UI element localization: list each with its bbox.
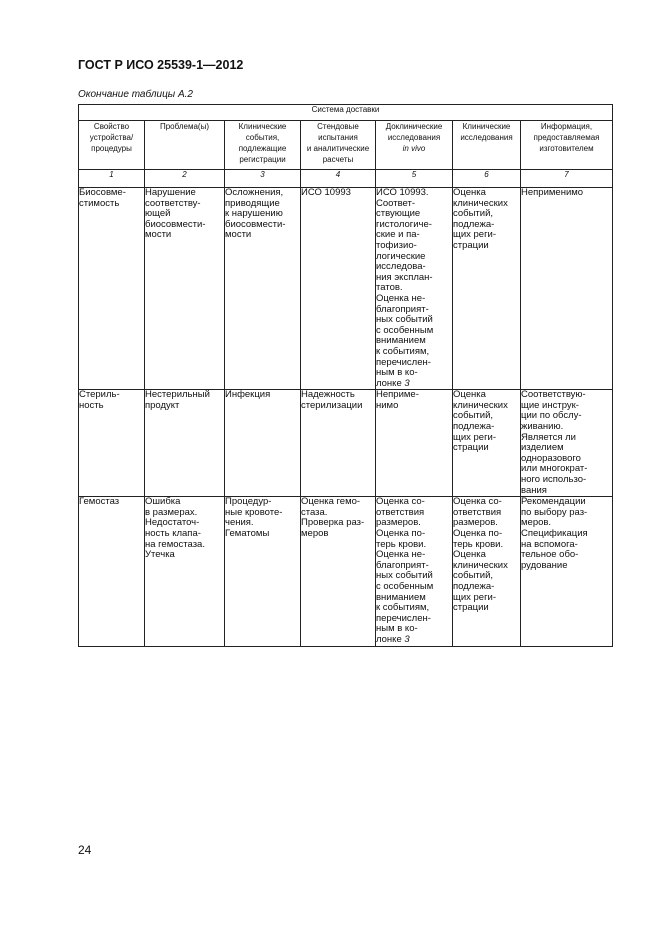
column-header-clinical-events: Клинические события, подлежащие регистрации (225, 121, 301, 170)
group-header-delivery-system: Система доставки (79, 105, 613, 121)
table-row-sterility (79, 390, 613, 497)
table-caption: Окончание таблицы А.2 (78, 89, 193, 100)
page-number: 24 (78, 843, 92, 857)
table-cell: ИСО 10993 (301, 188, 376, 390)
column-number: 1 (79, 170, 145, 188)
column-number: 5 (376, 170, 453, 188)
table-cell: Рекомендации по выбору раз- меров. Спецификация на вспомога- тельное обо- рудование (521, 497, 613, 647)
column-header-preclinical: Доклинические исследования in vivo (376, 121, 453, 170)
table-row-biocompatibility (79, 188, 613, 390)
table-cell: Надежность стерилизации (301, 390, 376, 497)
column-header-property: Свойство устройства/ процедуры (79, 121, 145, 170)
column-number: 4 (301, 170, 376, 188)
column-number: 3 (225, 170, 301, 188)
column-number: 2 (145, 170, 225, 188)
table-cell: Нарушение соответству- ющей биосовмести- мости (145, 188, 225, 390)
table-cell: Ошибка в размерах. Недостаточ- ность клапа- на гемостаза. Утечка (145, 497, 225, 647)
table-cell: Инфекция (225, 390, 301, 497)
table-cell: Оценка клинических событий, подлежа- щих реги- страции (453, 390, 521, 497)
table-cell: Стериль- ность (79, 390, 145, 497)
column-number: 7 (521, 170, 613, 188)
table-cell: Неприменимо (521, 188, 613, 390)
table-row-hemostasis (79, 497, 613, 647)
table-cell: Биосовме- стимость (79, 188, 145, 390)
in-vivo-label: in vivo (402, 144, 426, 153)
table-cell: Оценка клинических событий, подлежа- щих реги- страции (453, 188, 521, 390)
table-cell: Процедур- ные кровоте- чения. Гематомы (225, 497, 301, 647)
table-cell: Гемостаз (79, 497, 145, 647)
table-cell: Соответствую- щие инструк- ции по обслу- живанию. Является ли изделием одноразового или многократ- ного использо- вания (521, 390, 613, 497)
table-cell: Неприме- нимо (376, 390, 453, 497)
table-cell: Оценка со- ответствия размеров. Оценка по- терь крови. Оценка клинических событий, подлежа- щих реги- страции (453, 497, 521, 647)
table-cell: Нестерильный продукт (145, 390, 225, 497)
data-table (78, 104, 613, 647)
column-header-bench-tests: Стендовые испытания и аналитические расчеты (301, 121, 376, 170)
table-cell: Оценка со- ответствия размеров. Оценка по- терь крови. Оценка не- благоприят- ных событий с особенным вниманием к событиям, перечислен- ным в ко- лонке 3 (376, 497, 453, 647)
column-header-problems: Проблема(ы) (145, 121, 225, 170)
document-header: ГОСТ Р ИСО 25539-1—2012 (78, 58, 244, 72)
table-cell: Осложнения, приводящие к нарушению биосовмести- мости (225, 188, 301, 390)
column-header-manufacturer-info: Информация, предоставляемая изготовителем (521, 121, 613, 170)
column-number: 6 (453, 170, 521, 188)
table-cell: Оценка гемо- стаза. Проверка раз- меров (301, 497, 376, 647)
column-header-clinical-studies: Клинические исследования (453, 121, 521, 170)
table-cell: ИСО 10993. Соответ- ствующие гистологиче- ские и па- тофизио- логические исследова- ния эксплан- татов. Оценка не- благоприят- ных событий с особенным вниманием к событиям, перечислен- ным в ко- лонке 3 (376, 188, 453, 390)
